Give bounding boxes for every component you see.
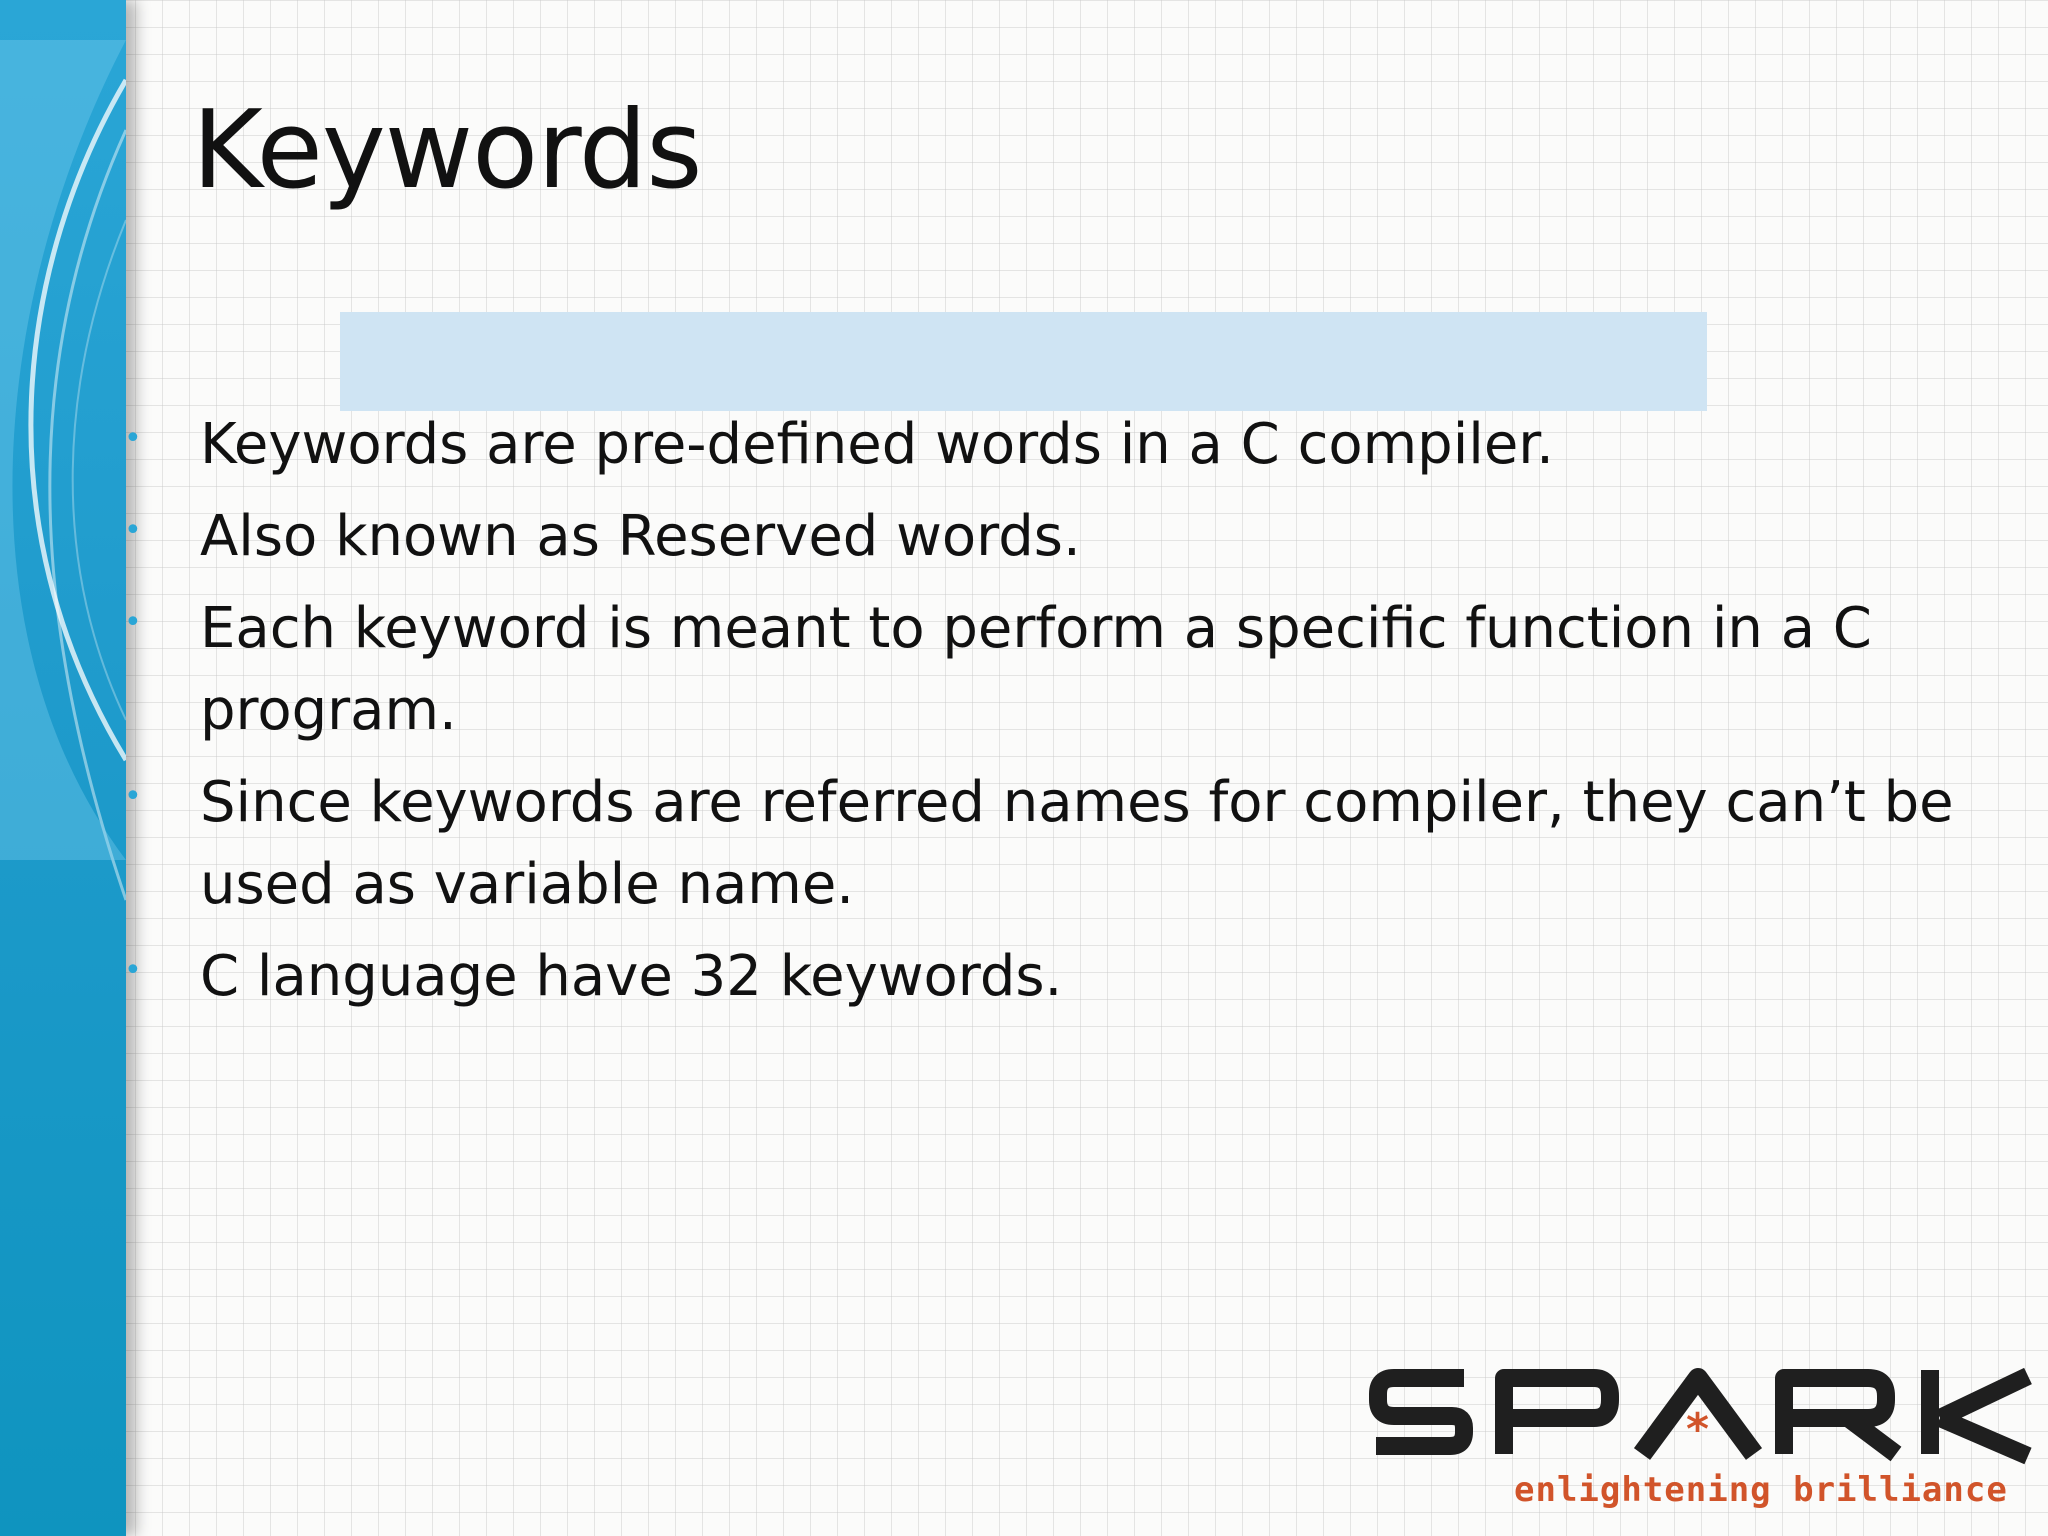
svg-text:*: * xyxy=(1686,1404,1710,1455)
list-item xyxy=(0,762,1990,926)
bullet-icon: • xyxy=(124,421,142,456)
bullet-icon: • xyxy=(124,605,142,640)
list-item xyxy=(0,404,1990,486)
bullet-icon: • xyxy=(124,953,142,988)
logo-tagline: enlightening brilliance xyxy=(1514,1470,2008,1510)
bullet-text: Each keyword is meant to perform a specific function in a C program. xyxy=(200,596,1872,743)
list-item xyxy=(0,936,1990,1018)
bullet-text: Keywords are pre-defined words in a C compiler. xyxy=(200,412,1554,477)
list-item xyxy=(0,496,1990,578)
bullet-icon: • xyxy=(124,513,142,548)
bullet-text: C language have 32 keywords. xyxy=(200,944,1063,1009)
spark-wordmark-icon xyxy=(1368,1366,2042,1466)
slide-title: Keywords xyxy=(192,88,702,213)
spark-logo xyxy=(1368,1366,2042,1516)
bullet-text: Also known as Reserved words. xyxy=(200,504,1081,569)
list-item xyxy=(0,588,1990,752)
bullet-list xyxy=(0,404,2048,1028)
bullet-text: Since keywords are referred names for compiler, they can’t be used as variable name. xyxy=(200,770,1954,917)
bullet-icon: • xyxy=(124,779,142,814)
highlight-bar xyxy=(340,312,1707,411)
